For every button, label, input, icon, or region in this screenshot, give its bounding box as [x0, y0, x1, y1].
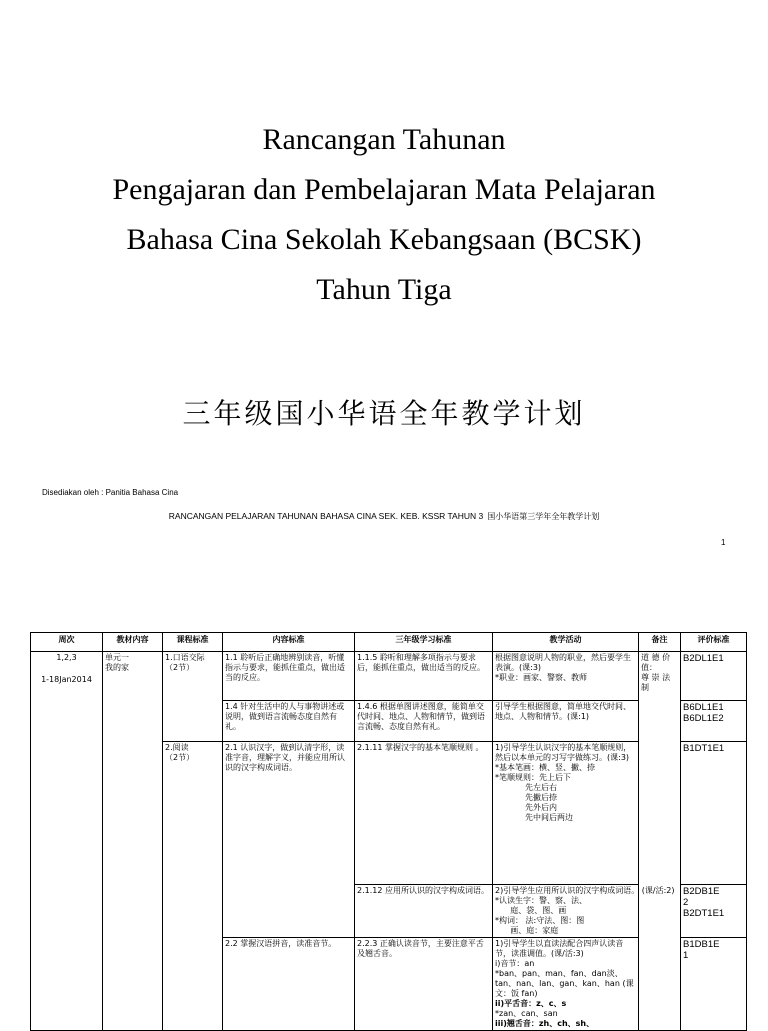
stroke-rule-2: 先撇后捺 [525, 793, 557, 802]
header-content-standard: 内容标准 [223, 633, 355, 652]
eval-3b [681, 885, 747, 938]
content-standard-3: 2.1 认识汉字，做到认清字形，读准字音，理解字义，并能应用所认识的汉字构成词语。 [223, 742, 355, 938]
stroke-rule-4: 先中间后两边 [525, 813, 573, 822]
activity-3a [493, 742, 639, 885]
english-title [0, 115, 768, 315]
eval-4 [681, 938, 747, 1031]
content-standard-4: 2.2 掌握汉语拼音，读准音节。 [223, 938, 355, 1031]
notes-cell: 道 德 价值： 尊 崇 法制 [639, 652, 681, 1031]
week-number: 1,2,3 [56, 653, 77, 662]
learning-standard-4: 2.2.3 正确认读音节，主要注意平舌及翘舌音。 [355, 938, 493, 1031]
eval-3b-1: B2DB1E [683, 886, 720, 897]
activity-4-line3: *ban、pan、man、fan、dan淡、 [495, 969, 623, 978]
header-evaluation: 评价标准 [681, 633, 747, 652]
learning-standard-3a: 2.1.11 掌握汉字的基本笔顺规则 。 [355, 742, 493, 885]
eval-2 [681, 701, 747, 742]
course-standard-2: 2.阅读 （2节） [163, 742, 223, 1031]
activity-4 [493, 938, 639, 1031]
week-cell [31, 652, 103, 1031]
eval-3b-2: 2 [683, 897, 689, 908]
learning-standard-1: 1.1.5 聆听和理解多项指示与要求后，能抓住重点，做出适当的反应。 [355, 652, 493, 701]
learning-standard-2: 1.4.6 根据单图讲述图意，能简单交代时间、地点、人物和情节，做到语言流畅、态度自然有礼。 [355, 701, 493, 742]
unit-cell: 单元一 我的家 [103, 652, 163, 1031]
running-header-cn: 国小华语第三学年全年教学计划 [487, 512, 600, 521]
running-header [0, 511, 768, 522]
header-material: 教材内容 [103, 633, 163, 652]
running-header-text: RANCANGAN PELAJARAN TAHUNAN BAHASA CINA SEK. KEB. KSSR TAHUN 3 [168, 511, 484, 521]
eval-2a: B6DL1E1 [683, 702, 724, 713]
table-row [31, 652, 747, 701]
eval-4-2: 1 [683, 950, 689, 961]
stroke-rule-3: 先外后内 [525, 803, 557, 812]
table-header-row [31, 633, 747, 652]
annual-plan-table [30, 632, 747, 1031]
content-standard-2: 1.4 针对生活中的人与事物讲述或说明，做到语言流畅态度自然有礼。 [223, 701, 355, 742]
learning-standard-3b: 2.1.12 应用所认识的汉字构成词语。 [355, 885, 493, 938]
header-notes: 备注 [639, 633, 681, 652]
activity-1: 根据图意说明人物的职业，然后要学生表演。(课:3) *职业：画家、警察、教师 [493, 652, 639, 701]
activity-4-line7: iii)翘舌音：zh、ch、sh、 [495, 1019, 595, 1028]
activity-2: 引导学生根据图意，简单地交代时间、地点、人物和情节。(课:1) [493, 701, 639, 742]
title-line-3: Bahasa Cina Sekolah Kebangsaan (BCSK) [126, 223, 642, 256]
title-line-1: Rancangan Tahunan [262, 123, 506, 156]
prepared-by: Disediakan oleh : Panitia Bahasa Cina [42, 488, 179, 497]
activity-3b: 2)引导学生应用所认识的汉字构成词语。 (课/活:2) *认读生字：警、察、法、 庭、袋、图、画 *构词： 法:守法、图：图 画、庭：家庭 [493, 885, 639, 938]
chinese-title: 三年级国小华语全年教学计划 [182, 397, 586, 430]
stroke-rule-1: 先左后右 [525, 783, 557, 792]
header-course-standard: 课程标准 [163, 633, 223, 652]
header-activity: 教学活动 [493, 633, 639, 652]
title-line-4: Tahun Tiga [316, 273, 452, 306]
activity-4-line6: *zan、can、san [495, 1009, 558, 1018]
title-line-2: Pengajaran dan Pembelajaran Mata Pelajaran [112, 173, 656, 206]
header-learning-standard: 三年级学习标准 [355, 633, 493, 652]
activity-4-line1: 1)引导学生以直读法配合四声认读音节，读准调值。(课/活:3) [495, 939, 624, 958]
week-dates: 1-18Jan2014 [41, 675, 92, 684]
content-standard-1: 1.1 聆听后正确地辨别读音，听懂指示与要求，能抓住重点，做出适当的反应。 [223, 652, 355, 701]
activity-4-line5: ii)平舌音：z、c、s [495, 999, 567, 1008]
eval-3b-3: B2DT1E1 [683, 908, 725, 919]
header-week: 周次 [31, 633, 103, 652]
course-standard-1: 1.口语交际 （2节） [163, 652, 223, 742]
eval-4-1: B1DB1E [683, 939, 720, 950]
eval-2b: B6DL1E2 [683, 713, 724, 724]
eval-3a: B1DT1E1 [681, 742, 747, 885]
activity-3a-text: 1)引导学生认识汉字的基本笔顺规则，然后以本单元的习写字做练习。(课:3) *基本笔画：横、竖、撇、捺 *笔顺规则：先上后下 [495, 743, 632, 782]
activity-4-line4: tan、nan、lan、gan、kan、han (课文：饭 fan) [495, 979, 634, 998]
eval-1: B2DL1E1 [681, 652, 747, 701]
page-number: 1 [721, 538, 726, 547]
activity-4-line2: i)音节：an [495, 959, 535, 968]
